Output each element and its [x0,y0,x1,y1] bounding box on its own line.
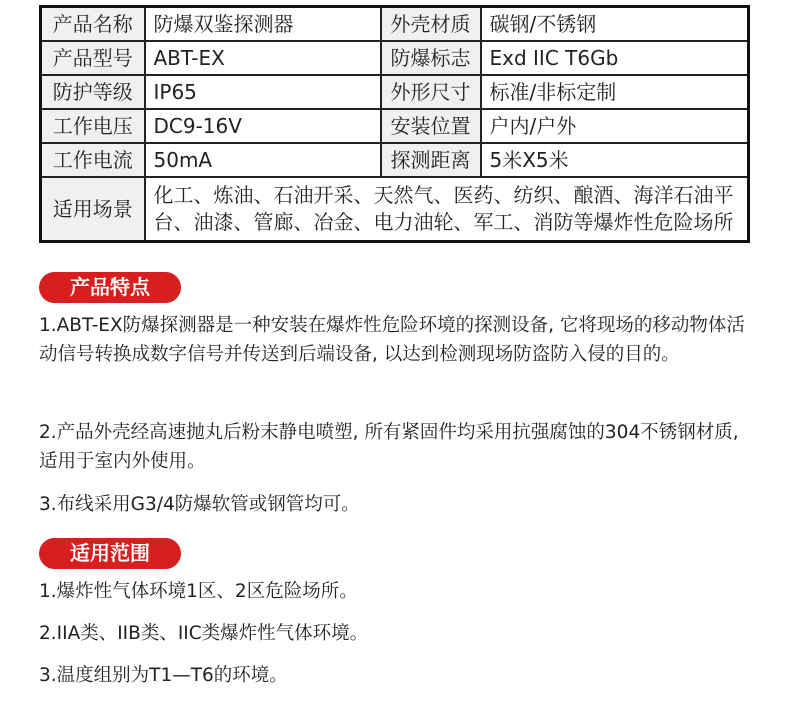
scene-label: 适用场景 [41,177,145,242]
scope-item: 1.爆炸性气体环境1区、2区危险场所。 [39,581,358,602]
spec-label: 防护等级 [41,75,145,109]
spec-value: 碳钢/不锈钢 [481,7,749,41]
scope-item: 3.温度组别为T1—T6的环境。 [39,665,288,686]
features-item: 2.产品外壳经高速抛丸后粉末静电喷塑, 所有紧固件均采用抗强腐蚀的304不锈钢材质, 适用于室内外使用。 [39,422,739,472]
spec-label: 产品名称 [41,7,145,41]
spec-value: Exd IIC T6Gb [481,41,749,75]
spec-label: 防爆标志 [381,41,481,75]
spec-label: 外形尺寸 [381,75,481,109]
features-title-badge: 产品特点 [39,272,181,303]
spec-value: 标准/非标定制 [481,75,749,109]
spec-row-scene [41,177,749,242]
spec-row [41,143,749,177]
spec-label: 安装位置 [381,109,481,143]
spec-value: IP65 [145,75,381,109]
spec-value: 50mA [145,143,381,177]
spec-value: DC9-16V [145,109,381,143]
spec-value: 户内/户外 [481,109,749,143]
spec-label: 产品型号 [41,41,145,75]
spec-row [41,41,749,75]
spec-table [39,5,750,243]
spec-row [41,109,749,143]
features-item: 3.布线采用G3/4防爆软管或钢管均可。 [39,494,360,515]
spec-label: 探测距离 [381,143,481,177]
scope-item: 2.IIA类、IIB类、IIC类爆炸性气体环境。 [39,623,369,644]
spec-label: 外壳材质 [381,7,481,41]
spec-row [41,7,749,41]
spec-value: 5米X5米 [481,143,749,177]
features-item: 1.ABT-EX防爆探测器是一种安装在爆炸性危险环境的探测设备, 它将现场的移动物体活动信号转换成数字信号并传送到后端设备, 以达到检测现场防盗防入侵的目的。 [39,315,745,365]
spec-label: 工作电流 [41,143,145,177]
spec-row [41,75,749,109]
spec-label: 工作电压 [41,109,145,143]
scope-title-badge: 适用范围 [39,538,181,569]
spec-value: 防爆双鉴探测器 [145,7,381,41]
scene-value: 化工、炼油、石油开采、天然气、医药、纺织、酿酒、海洋石油平台、油漆、管廊、冶金、电力油轮、军工、消防等爆炸性危险场所 [145,177,749,242]
spec-value: ABT-EX [145,41,381,75]
